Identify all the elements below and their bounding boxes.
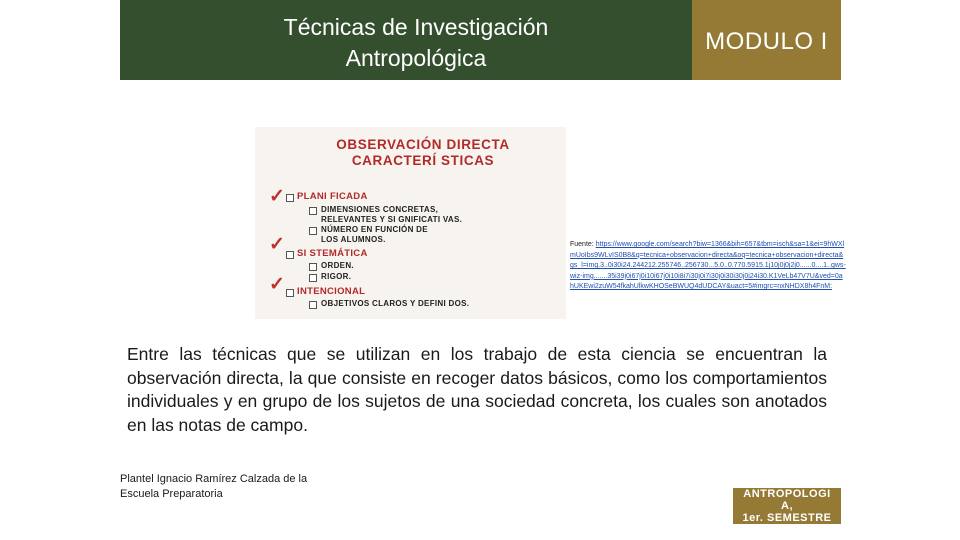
figure-item: SI STEMÁTICA xyxy=(297,248,368,259)
figure-item: INTENCIONAL xyxy=(297,286,366,297)
source-label: Fuente: xyxy=(570,241,596,248)
checkbox-icon xyxy=(286,289,294,297)
figure-item: RELEVANTES Y SI GNIFICATI VAS. xyxy=(321,215,463,224)
figure-item: ORDEN. xyxy=(321,261,354,270)
checkbox-icon xyxy=(309,263,317,271)
checkbox-icon xyxy=(309,207,317,215)
checkbox-icon xyxy=(309,274,317,282)
body-paragraph: Entre las técnicas que se utilizan en los trabajo de esta ciencia se encuentran la observación directa, la que consiste en recoger datos básicos, como los comportamientos individuales y en grupo de los sujetos de una sociedad concreta, los cuales son anotados en las notas de campo. xyxy=(127,344,827,435)
module-banner xyxy=(692,0,841,80)
figure-item: LOS ALUMNOS. xyxy=(321,235,386,244)
footer-institution: Plantel Ignacio Ramírez Calzada de la Escuela Preparatoria xyxy=(120,473,308,500)
figure-item: DIMENSIONES CONCRETAS, xyxy=(321,205,439,214)
checkmark-icon: ✓ xyxy=(269,274,285,295)
source-link[interactable]: https://www.google.com/search?biw=1366&bih=657&tbm=isch&sa=1&ei=9hWXlmUoIbs9WLvIS0B8&q=tecnica+observacion+directa&oq=tecnica+observacion+directa&gs_l=img.3..0i30i24.244212.255746..256730...5.0..0.770.5915.1j10j0j0j2j0......0....1..gws-wiz-img.......35i39j0i67j0i10i67j0i10i8i7i30j0i7i30j0i30i30j0i24i30.K1VeLb47V7U&ved=0ahUKEwi2zuW54fkahUlkwKHOSeBWUQ4dUDCAY&uact=5#imgrc=nxNHDX8h4FnM: xyxy=(570,241,846,291)
checkbox-icon xyxy=(286,194,294,202)
figure-item: NÚMERO EN FUNCIÓN DE xyxy=(321,225,428,234)
slide-title: Técnicas de Investigación Antropológica xyxy=(283,14,549,71)
figure-checklist xyxy=(255,127,566,319)
module-label: MODULO I xyxy=(705,28,828,55)
observation-figure xyxy=(255,127,566,319)
footer-course-badge: ANTROPOLOGI A, 1er. SEMESTRE xyxy=(733,488,841,524)
figure-item: PLANI FICADA xyxy=(297,191,368,202)
checkmark-icon: ✓ xyxy=(269,234,285,255)
checkmark-icon: ✓ xyxy=(269,186,285,207)
source-citation xyxy=(570,240,846,293)
figure-item: OBJETIVOS CLAROS Y DEFINI DOS. xyxy=(321,299,470,308)
figure-heading: OBSERVACIÓN DIRECTA CARACTERÍ STICAS xyxy=(336,137,510,168)
figure-item: RIGOR. xyxy=(321,272,352,281)
checkbox-icon xyxy=(309,227,317,235)
checkbox-icon xyxy=(309,301,317,309)
title-banner xyxy=(120,0,692,80)
checkbox-icon xyxy=(286,251,294,259)
